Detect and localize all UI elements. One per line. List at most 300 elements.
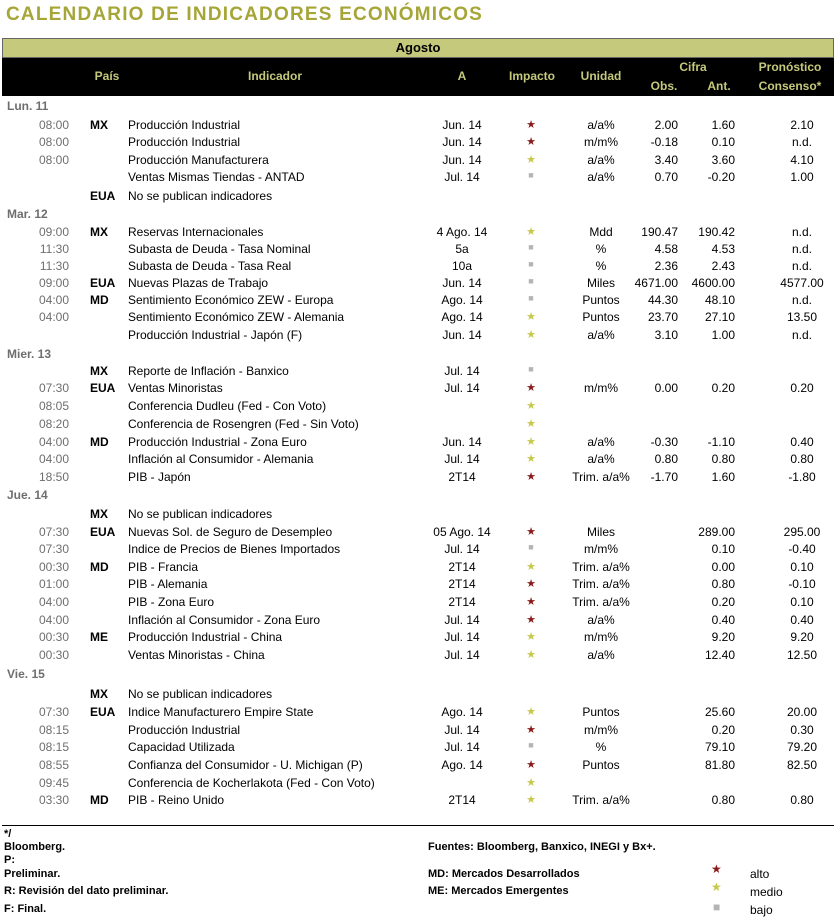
cell-ant: 48.10: [704, 293, 735, 307]
impact-low-square-icon: ■: [528, 542, 534, 552]
header-ant: Ant.: [707, 79, 731, 93]
cell-con: 0.10: [790, 595, 814, 609]
cell-ind: Producción Industrial: [128, 135, 241, 149]
cell-ant: 0.80: [711, 577, 735, 591]
cell-ant: 190.42: [698, 225, 735, 239]
table-row: [0, 775, 838, 792]
cell-time: 09:00: [38, 276, 69, 290]
legend-low-label: bajo: [750, 903, 773, 917]
cell-ind: PIB - Reino Unido: [128, 793, 225, 807]
cell-a: Jul. 14: [444, 740, 480, 754]
cell-ind: Reporte de Inflación - Banxico: [128, 364, 289, 378]
cell-pais: MD: [90, 293, 109, 307]
cell-con: 20.00: [786, 705, 818, 719]
impact-medium-star-icon: ★: [526, 311, 536, 323]
cell-a: 5a: [455, 242, 469, 256]
impact-low-square-icon: ■: [528, 259, 534, 269]
cell-pais: EUA: [90, 525, 116, 539]
impact-high-star-icon: ★: [526, 119, 536, 131]
note-p: P:: [4, 854, 15, 866]
cell-a: 2T14: [448, 470, 476, 484]
cell-ind: Producción Industrial: [128, 118, 241, 132]
cell-con: -0.40: [788, 542, 816, 556]
day-header: Lun. 11: [7, 99, 49, 113]
table-row: [0, 451, 838, 468]
cell-ind: Reservas Internacionales: [128, 225, 264, 239]
table-row: [0, 275, 838, 292]
cell-con: 79.20: [786, 740, 818, 754]
cell-ant: 0.10: [711, 542, 735, 556]
cell-time: 18:50: [38, 470, 69, 484]
cell-obs: 2.36: [654, 259, 678, 273]
cell-uni: m/m%: [584, 542, 618, 556]
cell-a: Jun. 14: [442, 135, 482, 149]
cell-ind: Producción Industrial - China: [128, 630, 283, 644]
cell-ind: Capacidad Utilizada: [128, 740, 235, 754]
cell-ind: PIB - Japón: [128, 470, 191, 484]
cell-uni: m/m%: [584, 381, 618, 395]
cell-con: 0.40: [790, 435, 814, 449]
impact-high-star-icon: ★: [526, 382, 536, 394]
note-preliminar: Preliminar.: [4, 868, 61, 880]
impact-medium-star-icon: ★: [526, 706, 536, 718]
header-pronostico: Pronóstico: [758, 60, 822, 74]
cell-uni: a/a%: [587, 648, 615, 662]
cell-obs: 4.58: [654, 242, 678, 256]
cell-a: Jul. 14: [444, 381, 480, 395]
cell-a: Jul. 14: [444, 648, 480, 662]
note-asterisk: */: [4, 828, 12, 840]
cell-ant: -0.20: [707, 170, 735, 184]
table-row: [0, 398, 838, 415]
cell-ind: Inflación al Consumidor - Zona Euro: [128, 613, 321, 627]
day-header: Vie. 15: [7, 667, 45, 681]
table-row: [0, 258, 838, 275]
table-row: [0, 169, 838, 186]
cell-uni: m/m%: [584, 135, 618, 149]
cell-a: Jun. 14: [442, 276, 482, 290]
cell-ind: Producción Industrial - Japón (F): [128, 328, 303, 342]
note-me: ME: Mercados Emergentes: [428, 885, 569, 897]
cell-ant: 0.20: [711, 723, 735, 737]
table-row: [0, 594, 838, 611]
impact-medium-star-icon: ★: [526, 777, 536, 789]
cell-a: Ago. 14: [441, 310, 483, 324]
cell-time: 08:00: [38, 118, 69, 132]
cell-ant: 9.20: [711, 630, 735, 644]
cell-a: Jul. 14: [444, 364, 480, 378]
cell-uni: a/a%: [587, 153, 615, 167]
table-row: [0, 739, 838, 756]
cell-uni: Miles: [586, 276, 615, 290]
cell-pais: ME: [90, 630, 108, 644]
table-row: [0, 134, 838, 151]
cell-ind: Sentimiento Económico ZEW - Alemania: [128, 310, 345, 324]
cell-obs: 3.10: [654, 328, 678, 342]
cell-ant: 0.80: [711, 452, 735, 466]
cell-uni: %: [595, 242, 607, 256]
table-row: [0, 327, 838, 344]
table-row: [0, 629, 838, 646]
cell-time: 00:30: [38, 648, 69, 662]
table-row: [0, 188, 838, 205]
impact-high-star-icon: ★: [526, 724, 536, 736]
impact-high-star-icon: ★: [526, 578, 536, 590]
impact-medium-star-icon: ★: [526, 329, 536, 341]
cell-ant: 0.00: [711, 560, 735, 574]
header-indicador: Indicador: [247, 69, 303, 83]
cell-ant: 0.20: [711, 381, 735, 395]
cell-a: 10a: [451, 259, 473, 273]
cell-time: 00:30: [38, 560, 69, 574]
table-row: [0, 117, 838, 134]
table-row: [0, 416, 838, 433]
impact-high-star-icon: ★: [526, 471, 536, 483]
cell-pais: EUA: [90, 189, 116, 203]
cell-ind: No se publican indicadores: [128, 189, 273, 203]
header-consenso: Consenso*: [758, 79, 822, 93]
table-row: [0, 704, 838, 721]
cell-con: 0.40: [790, 613, 814, 627]
cell-time: 08:20: [38, 417, 69, 431]
cell-ind: Subasta de Deuda - Tasa Real: [128, 259, 292, 273]
legend-low-square-icon: ■: [713, 900, 721, 914]
cell-obs: 190.47: [641, 225, 678, 239]
impact-low-square-icon: ■: [528, 276, 534, 286]
note-final: F: Final.: [4, 903, 47, 915]
cell-ind: Conferencia de Kocherlakota (Fed - Con Voto): [128, 776, 375, 790]
cell-ind: PIB - Zona Euro: [128, 595, 215, 609]
impact-medium-star-icon: ★: [526, 226, 536, 238]
cell-uni: Trim. a/a%: [572, 560, 630, 574]
cell-con: 9.20: [790, 630, 814, 644]
day-header: Jue. 14: [7, 488, 48, 502]
cell-time: 07:30: [38, 525, 69, 539]
cell-uni: Puntos: [582, 310, 620, 324]
impact-medium-star-icon: ★: [526, 794, 536, 806]
table-row: [0, 292, 838, 309]
cell-con: 0.10: [790, 560, 814, 574]
header-impacto: Impacto: [508, 69, 556, 83]
cell-ind: Nuevas Plazas de Trabajo: [128, 276, 269, 290]
cell-ant: 3.60: [711, 153, 735, 167]
cell-obs: -0.18: [650, 135, 678, 149]
cell-pais: EUA: [90, 705, 116, 719]
cell-ant: 27.10: [704, 310, 735, 324]
cell-ind: No se publican indicadores: [128, 507, 273, 521]
impact-medium-star-icon: ★: [526, 154, 536, 166]
cell-ant: 12.40: [704, 648, 735, 662]
cell-obs: 0.80: [654, 452, 678, 466]
table-row: [0, 506, 838, 523]
cell-pais: EUA: [90, 276, 116, 290]
cell-uni: Puntos: [582, 758, 620, 772]
note-revision: R: Revisión del dato preliminar.: [4, 885, 169, 897]
cell-obs: 44.30: [647, 293, 678, 307]
table-row: [0, 309, 838, 326]
cell-a: Jul. 14: [444, 723, 480, 737]
cell-uni: Trim. a/a%: [572, 470, 630, 484]
cell-ant: 1.00: [711, 328, 735, 342]
impact-medium-star-icon: ★: [526, 631, 536, 643]
impact-medium-star-icon: ★: [526, 453, 536, 465]
cell-uni: Miles: [586, 525, 615, 539]
table-row: [0, 241, 838, 258]
cell-pais: MX: [90, 507, 108, 521]
cell-con: -1.80: [788, 470, 816, 484]
cell-ind: Inflación al Consumidor - Alemania: [128, 452, 314, 466]
cell-time: 08:00: [38, 135, 69, 149]
cell-con: 1.00: [790, 170, 814, 184]
cell-ant: -1.10: [707, 435, 735, 449]
table-row: [0, 363, 838, 380]
cell-ind: Confianza del Consumidor - U. Michigan (P): [128, 758, 363, 772]
cell-obs: 0.00: [654, 381, 678, 395]
cell-time: 04:00: [38, 310, 69, 324]
cell-uni: Puntos: [582, 293, 620, 307]
cell-ind: Ventas Minoristas - China: [128, 648, 265, 662]
table-row: [0, 612, 838, 629]
table-row: [0, 757, 838, 774]
table-row: [0, 434, 838, 451]
impact-high-star-icon: ★: [526, 136, 536, 148]
cell-pais: EUA: [90, 381, 116, 395]
cell-ind: PIB - Francia: [128, 560, 199, 574]
cell-ind: PIB - Alemania: [128, 577, 208, 591]
header-a: A: [457, 69, 467, 83]
cell-ind: Producción Manufacturera: [128, 153, 269, 167]
cell-a: Ago. 14: [441, 758, 483, 772]
cell-obs: -0.30: [650, 435, 678, 449]
cell-time: 08:00: [38, 153, 69, 167]
cell-ant: 25.60: [704, 705, 735, 719]
header-cifra: Cifra: [679, 60, 707, 74]
cell-con: n.d.: [791, 242, 812, 256]
header-obs: Obs.: [650, 79, 678, 93]
cell-con: n.d.: [791, 225, 812, 239]
cell-uni: Puntos: [582, 705, 620, 719]
legend-medium-star-icon: ★: [711, 880, 722, 894]
cell-time: 00:30: [38, 630, 69, 644]
cell-uni: Mdd: [589, 225, 613, 239]
impact-high-star-icon: ★: [526, 596, 536, 608]
table-row: [0, 559, 838, 576]
note-md: MD: Mercados Desarrollados: [428, 868, 580, 880]
day-header: Mar. 12: [7, 207, 48, 221]
cell-ant: 79.10: [704, 740, 735, 754]
cell-time: 03:30: [38, 793, 69, 807]
cell-time: 08:55: [38, 758, 69, 772]
table-header: [2, 58, 834, 96]
header-unidad: Unidad: [580, 69, 622, 83]
cell-a: Ago. 14: [441, 293, 483, 307]
cell-ant: 1.60: [711, 470, 735, 484]
cell-ant: 0.10: [711, 135, 735, 149]
cell-uni: Trim. a/a%: [572, 577, 630, 591]
table-row: [0, 469, 838, 486]
cell-a: Jul. 14: [444, 542, 480, 556]
note-bloomberg: Bloomberg.: [4, 841, 66, 853]
cell-a: Jun. 14: [442, 153, 482, 167]
cell-ind: Indice de Precios de Bienes Importados: [128, 542, 341, 556]
impact-high-star-icon: ★: [526, 614, 536, 626]
cell-ant: 4600.00: [691, 276, 735, 290]
cell-time: 09:45: [38, 776, 69, 790]
cell-uni: a/a%: [587, 328, 615, 342]
cell-obs: 2.00: [654, 118, 678, 132]
table-row: [0, 647, 838, 664]
cell-con: 12.50: [786, 648, 818, 662]
cell-con: -0.10: [788, 577, 816, 591]
cell-ind: Producción Industrial - Zona Euro: [128, 435, 307, 449]
cell-pais: MX: [90, 687, 108, 701]
table-row: [0, 224, 838, 241]
cell-ant: 81.80: [704, 758, 735, 772]
cell-a: Jul. 14: [444, 613, 480, 627]
cell-time: 08:15: [38, 723, 69, 737]
cell-ant: 0.40: [711, 613, 735, 627]
impact-medium-star-icon: ★: [526, 400, 536, 412]
legend-medium-label: medio: [750, 885, 783, 899]
cell-uni: %: [595, 259, 607, 273]
cell-con: 0.80: [790, 793, 814, 807]
cell-uni: a/a%: [587, 170, 615, 184]
cell-con: n.d.: [791, 328, 812, 342]
cell-a: 05 Ago. 14: [433, 525, 491, 539]
cell-uni: Trim. a/a%: [572, 793, 630, 807]
cell-pais: MD: [90, 793, 109, 807]
day-header: Mier. 13: [7, 347, 52, 361]
cell-a: Jun. 14: [442, 435, 482, 449]
cell-con: n.d.: [791, 259, 812, 273]
cell-obs: 3.40: [654, 153, 678, 167]
legend-high-star-icon: ★: [711, 862, 722, 876]
cell-obs: -1.70: [650, 470, 678, 484]
cell-ant: 0.20: [711, 595, 735, 609]
cell-ind: Producción Industrial: [128, 723, 241, 737]
cell-con: 0.30: [790, 723, 814, 737]
cell-uni: %: [595, 740, 607, 754]
table-row: [0, 152, 838, 169]
cell-ant: 4.53: [711, 242, 735, 256]
impact-low-square-icon: ■: [528, 242, 534, 252]
cell-time: 01:00: [38, 577, 69, 591]
cell-ind: Ventas Mismas Tiendas - ANTAD: [128, 170, 305, 184]
cell-con: 82.50: [786, 758, 818, 772]
cell-pais: MX: [90, 364, 108, 378]
cell-time: 07:30: [38, 381, 69, 395]
impact-low-square-icon: ■: [528, 364, 534, 374]
impact-medium-star-icon: ★: [526, 561, 536, 573]
table-row: [0, 792, 838, 809]
impact-high-star-icon: ★: [526, 526, 536, 538]
cell-a: Jun. 14: [442, 118, 482, 132]
cell-uni: a/a%: [587, 452, 615, 466]
cell-ant: 1.60: [711, 118, 735, 132]
cell-con: 4577.00: [780, 276, 824, 290]
cell-time: 07:30: [38, 542, 69, 556]
cell-a: 2T14: [448, 595, 476, 609]
header-pais: País: [94, 69, 120, 83]
cell-ind: Nuevas Sol. de Seguro de Desempleo: [128, 525, 333, 539]
month-bar: Agosto: [2, 38, 834, 58]
cell-ind: Indice Manufacturero Empire State: [128, 705, 314, 719]
note-fuentes: Fuentes: Bloomberg, Banxico, INEGI y Bx+.: [428, 841, 656, 853]
impact-medium-star-icon: ★: [526, 418, 536, 430]
table-row: [0, 524, 838, 541]
impact-low-square-icon: ■: [528, 740, 534, 750]
cell-uni: m/m%: [584, 630, 618, 644]
cell-a: 2T14: [448, 793, 476, 807]
cell-uni: a/a%: [587, 613, 615, 627]
cell-ind: Ventas Minoristas: [128, 381, 223, 395]
cell-time: 04:00: [38, 613, 69, 627]
cell-time: 04:00: [38, 293, 69, 307]
cell-con: n.d.: [791, 293, 812, 307]
cell-a: 2T14: [448, 560, 476, 574]
cell-uni: a/a%: [587, 435, 615, 449]
cell-time: 08:05: [38, 399, 69, 413]
cell-time: 11:30: [39, 259, 69, 273]
cell-time: 04:00: [38, 595, 69, 609]
impact-low-square-icon: ■: [528, 170, 534, 180]
cell-pais: MD: [90, 435, 109, 449]
legend-high-label: alto: [750, 867, 770, 881]
cell-ind: Sentimiento Económico ZEW - Europa: [128, 293, 334, 307]
cell-con: 0.80: [790, 452, 814, 466]
cell-time: 11:30: [39, 242, 69, 256]
cell-con: 4.10: [790, 153, 814, 167]
table-row: [0, 541, 838, 558]
cell-time: 07:30: [38, 705, 69, 719]
impact-high-star-icon: ★: [526, 759, 536, 771]
cell-a: Ago. 14: [441, 705, 483, 719]
cell-time: 04:00: [38, 435, 69, 449]
cell-pais: MX: [90, 225, 108, 239]
cell-con: 2.10: [790, 118, 814, 132]
cell-ind: Conferencia de Rosengren (Fed - Sin Voto): [128, 417, 359, 431]
cell-ind: No se publican indicadores: [128, 687, 273, 701]
cell-ant: 2.43: [711, 259, 735, 273]
cell-a: Jun. 14: [442, 328, 482, 342]
cell-a: 4 Ago. 14: [436, 225, 488, 239]
cell-pais: MX: [90, 118, 108, 132]
cell-ind: Subasta de Deuda - Tasa Nominal: [128, 242, 311, 256]
page-title: CALENDARIO DE INDICADORES ECONÓMICOS: [6, 4, 484, 25]
cell-con: 13.50: [786, 310, 818, 324]
cell-uni: m/m%: [584, 723, 618, 737]
table-row: [0, 722, 838, 739]
cell-time: 04:00: [38, 452, 69, 466]
cell-con: 0.20: [790, 381, 814, 395]
impact-medium-star-icon: ★: [526, 649, 536, 661]
cell-obs: 23.70: [647, 310, 678, 324]
cell-ant: 0.80: [711, 793, 735, 807]
table-row: [0, 380, 838, 397]
cell-pais: MD: [90, 560, 109, 574]
cell-obs: 0.70: [654, 170, 678, 184]
cell-a: Jul. 14: [444, 170, 480, 184]
impact-low-square-icon: ■: [528, 293, 534, 303]
cell-obs: 4671.00: [634, 276, 678, 290]
cell-con: n.d.: [791, 135, 812, 149]
cell-ind: Conferencia Dudleu (Fed - Con Voto): [128, 399, 327, 413]
table-row: [0, 576, 838, 593]
cell-a: Jul. 14: [444, 630, 480, 644]
cell-time: 08:15: [38, 740, 69, 754]
cell-ant: 289.00: [698, 525, 735, 539]
impact-medium-star-icon: ★: [526, 436, 536, 448]
